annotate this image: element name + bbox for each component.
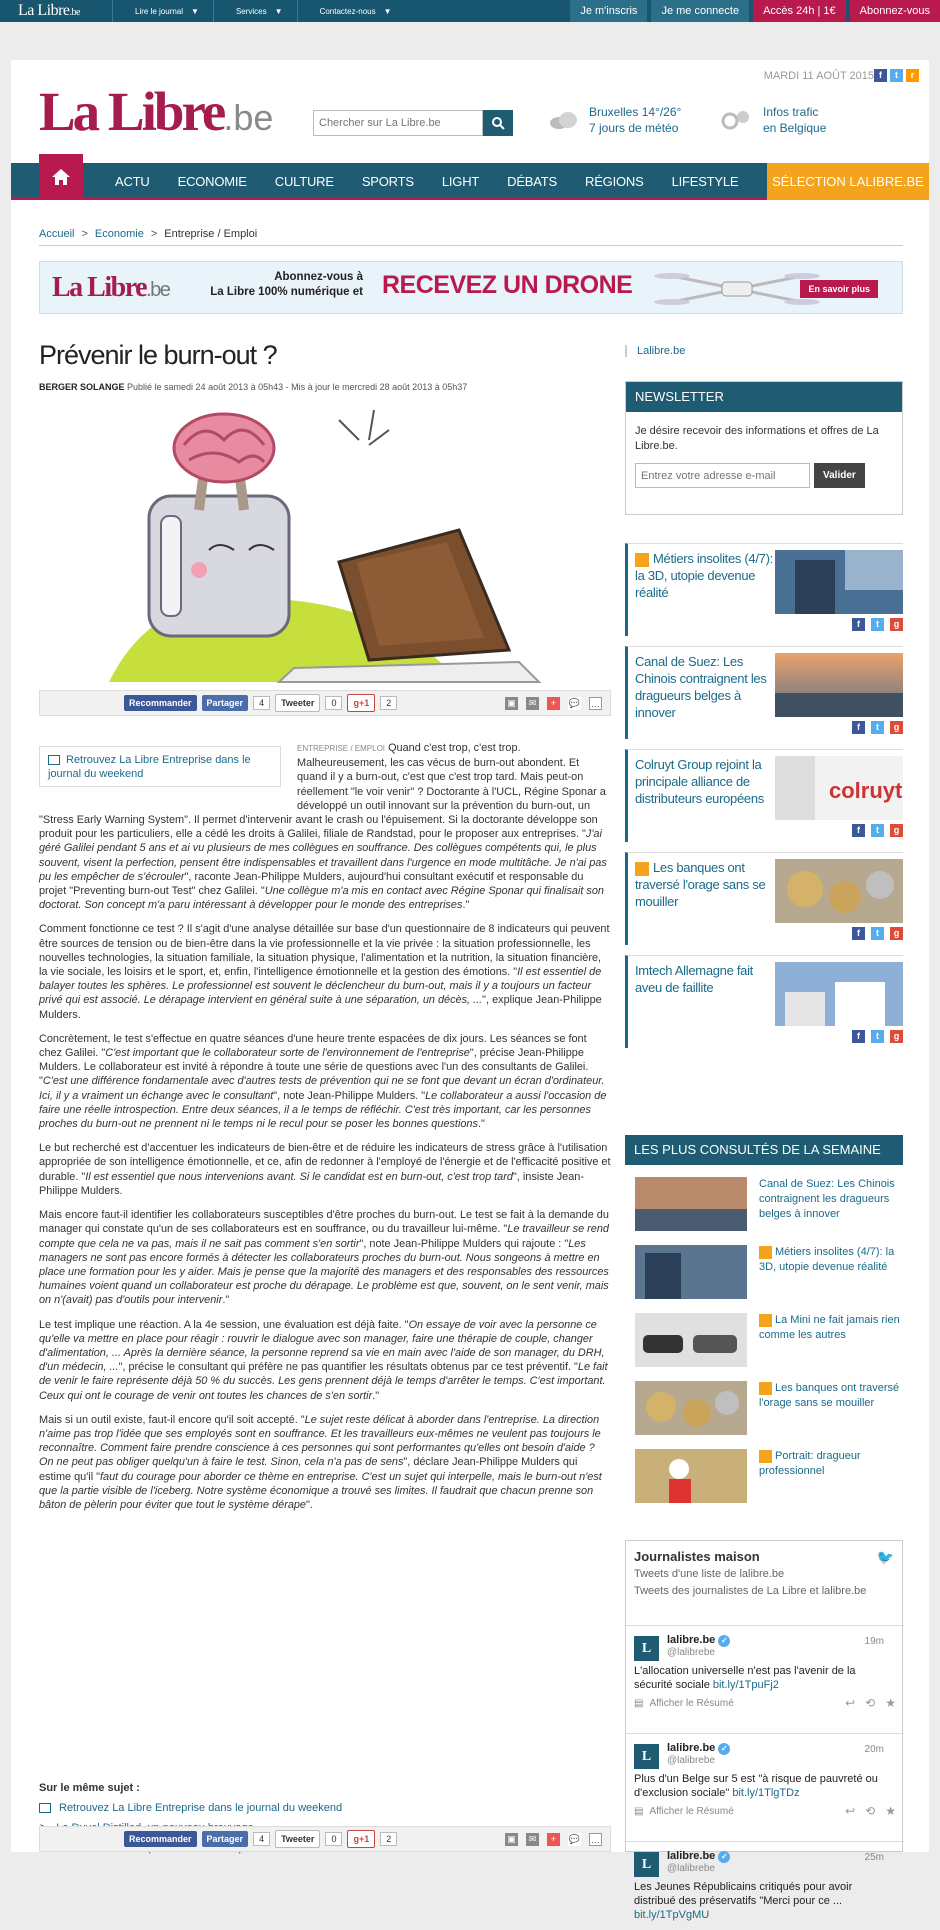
most-read-title-text[interactable] (759, 1313, 903, 1343)
more-icon[interactable]: … (591, 698, 600, 709)
tweet-time[interactable]: 20m (864, 1744, 884, 1755)
most-read-title-text[interactable] (759, 1381, 903, 1411)
avatar[interactable]: L (634, 1636, 659, 1661)
most-read-title-text[interactable] (759, 1245, 903, 1275)
same-subject-heading: Sur le même sujet : (39, 1782, 140, 1794)
twitter-widget (625, 1540, 903, 1921)
tweet-actions (845, 1696, 896, 1710)
article-kicker[interactable]: ENTREPRISE / EMPLOI (297, 744, 386, 753)
p6-text2: ", précise le consultant qui préfère ne pas quantifier les résultats obtenus par ce test préventif. " (118, 1361, 578, 1374)
nav-economie[interactable]: ECONOMIE (177, 174, 247, 189)
banner-logo (52, 272, 169, 304)
nav-actu[interactable]: ACTU (115, 174, 150, 189)
top-nav-lire[interactable] (112, 0, 213, 22)
tweet-name-text: lalibre.be (667, 1850, 716, 1862)
teaser-image[interactable] (775, 756, 903, 820)
video-icon (635, 862, 649, 876)
favorite-icon[interactable]: ★ (885, 1804, 896, 1818)
logo-suffix: .be (223, 97, 274, 138)
video-icon (759, 1382, 772, 1395)
rss-icon[interactable]: r (906, 69, 919, 82)
top-nav (112, 0, 406, 22)
facebook-count: 4 (253, 696, 270, 710)
article-paragraph (39, 1141, 611, 1198)
facebook-share-button[interactable]: Partager (202, 1831, 249, 1847)
article-paragraph (39, 1413, 611, 1512)
article-body (39, 741, 611, 1522)
nav-sports[interactable]: SPORTS (361, 174, 414, 189)
twitter-icon[interactable]: t (890, 69, 903, 82)
facebook-recommend-button[interactable]: Recommander (124, 1831, 197, 1847)
most-read-title-label: Métiers insolites (4/7): la 3D, utopie devenue réalité (759, 1246, 895, 1273)
p5-text2: ", note Jean-Philippe Mulders qui rajoute : " (359, 1237, 569, 1250)
weather-link[interactable]: 7 jours de météo (589, 121, 679, 135)
twitter-icon[interactable]: t (871, 618, 884, 631)
retweet-icon[interactable]: ⟲ (865, 1696, 876, 1710)
summary-icon: ▤ (634, 1697, 644, 1709)
tweet-name[interactable] (667, 1634, 896, 1647)
reply-icon[interactable]: ↩ (845, 1804, 856, 1818)
p5-quote2: Les managers ne sont pas encore formés à détecter les collaborateurs proches du burn-out. Nous songeons à mettre en place une formation pour les y aider. Mais je pense que la majorité des managers et des responsables des ressources humaines voient quand un collaborateur est proche du dérapage. Le problème est que, souvent, on le sent venir, mais on n'(avait) pas d'outils pour intervenir (39, 1237, 609, 1307)
sidebar-teaser[interactable] (625, 852, 903, 945)
p3-quote2: C'est une différence fondamentale avec d'autres tests de prévention qui ne se font que devant un écran d'ordinateur. Ici, il y a vraiment un échange avec le consultant (39, 1075, 605, 1102)
logo-main: La Libre (39, 81, 224, 142)
facebook-icon[interactable]: f (852, 721, 865, 734)
comment-icon[interactable]: 💬 (568, 1833, 581, 1844)
article-paragraph (39, 1318, 611, 1403)
teaser-share (852, 927, 903, 940)
banner-text (203, 270, 363, 300)
tweet-actions (845, 1804, 896, 1818)
avatar[interactable]: L (634, 1744, 659, 1769)
print-icon[interactable]: ▣ (505, 697, 518, 710)
home-icon (51, 168, 71, 186)
tweet[interactable] (626, 1625, 904, 1718)
tweet-name[interactable] (667, 1742, 896, 1755)
tweet-handle[interactable]: @lalibrebe (667, 1647, 715, 1658)
breadcrumb-home[interactable]: Accueil (39, 228, 75, 240)
header-date: MARDI 11 AOÛT 2015 (763, 70, 874, 82)
newsletter-form (626, 454, 902, 497)
most-read-item[interactable] (635, 1245, 903, 1303)
teaser-title-text: Imtech Allemagne fait aveu de faillite (635, 963, 753, 995)
top-bar (0, 0, 940, 22)
top-logo-suffix: .be (69, 7, 80, 18)
teaser-title[interactable] (635, 550, 775, 601)
p6-text: Le test implique une réaction. A la 4e session, une évaluation est déjà faite. " (39, 1318, 409, 1331)
main-nav-items (101, 163, 752, 200)
twitter-sub1: Tweets d'une liste de lalibre.be (634, 1568, 785, 1580)
p3-text2: ", précise Jean-Philippe Mulders. Le collaborateur est invité à répondre à toute une série de questions avec l'un des consultants de Galilei. " (39, 1047, 589, 1088)
sidebar-teaser[interactable] (625, 646, 903, 739)
verified-icon: ✓ (718, 1635, 730, 1647)
tweet-footer (634, 1804, 896, 1818)
tweet-time[interactable]: 19m (864, 1636, 884, 1647)
sidebar-teaser[interactable] (625, 749, 903, 842)
p2-end: ", explique Jean-Philippe Mulders. (39, 994, 602, 1021)
tweet-text (634, 1772, 896, 1800)
tweet-name-text: lalibre.be (667, 1742, 716, 1754)
gplus-icon[interactable]: g (890, 721, 903, 734)
related-box[interactable] (39, 746, 281, 787)
nav-lifestyle[interactable]: LIFESTYLE (671, 174, 739, 189)
most-read-item[interactable] (635, 1313, 903, 1371)
email-icon[interactable]: ✉ (526, 1833, 539, 1846)
tweet-name-text: lalibre.be (667, 1634, 716, 1646)
link-icon (48, 755, 60, 765)
sidebar-teaser[interactable] (625, 955, 903, 1048)
tweet-footer (634, 1696, 896, 1710)
related-box-link[interactable]: Retrouvez La Libre Entreprise dans le journal du weekend (48, 754, 251, 780)
banner-text-1: Abonnez-vous à (274, 271, 363, 283)
most-read-image[interactable] (635, 1449, 747, 1503)
most-read-title-label: Portrait: dragueur professionnel (759, 1450, 861, 1477)
p7-text2: ", déclare Jean-Philippe Mulders qui estime qu'il " (39, 1456, 578, 1483)
tweet-link[interactable]: bit.ly/1TpVgMU (634, 1909, 710, 1921)
email-icon[interactable]: ✉ (526, 697, 539, 710)
top-nav-services[interactable] (213, 0, 297, 22)
breadcrumb-current: Entreprise / Emploi (164, 228, 258, 240)
nav-debats[interactable]: DÉBATS (507, 174, 557, 189)
breadcrumb-separator: > (150, 228, 158, 240)
top-nav-label: Lire le journal (135, 7, 184, 16)
most-read-title-text[interactable]: Canal de Suez: Les Chinois contraignent les dragueurs belges à innover (759, 1178, 895, 1220)
svg-text:colruyt: colruyt (829, 778, 903, 803)
gplus-icon[interactable]: g (890, 618, 903, 631)
facebook-icon[interactable]: f (852, 1030, 865, 1043)
link-icon (39, 1803, 51, 1813)
summary-icon: ▤ (634, 1805, 644, 1817)
banner-text-2: La Libre 100% numérique et (210, 286, 363, 298)
most-read-image[interactable] (635, 1177, 747, 1231)
twitter-icon[interactable]: t (871, 927, 884, 940)
ad-banner[interactable] (39, 261, 903, 314)
p7-end: ". (306, 1498, 313, 1511)
share-bar-bottom (39, 1826, 611, 1852)
twitter-bird-icon[interactable]: 🐦 (876, 1549, 894, 1565)
plus-icon[interactable]: + (547, 697, 560, 710)
cloud-icon (549, 110, 579, 130)
main-nav (11, 163, 929, 200)
tweet-time[interactable]: 25m (864, 1852, 884, 1863)
p3-end: ." (477, 1118, 485, 1131)
avatar[interactable]: L (634, 1852, 659, 1877)
teaser-title[interactable] (635, 962, 775, 996)
tweet-summary-link[interactable]: Afficher le Résumé (649, 1805, 734, 1817)
p2-quote: Il est essentiel de balayer toutes les sphères. Le professionnel est souvent le déclencheur du burn-out, mais il y a toujours un facteur privé qui est associé. Le dérapage intervient en général suite à une séparation, un décès, ... (39, 966, 602, 1007)
teaser-title-text: Les banques ont traversé l'orage sans se mouiller (635, 860, 766, 909)
p3-text: Concrètement, le test s'effectue en quatre séances d'une heure trente espacées de dix jours. Les séances se font chez Galilei. " (39, 1032, 587, 1060)
register-button[interactable]: Je m'inscris (570, 0, 647, 22)
email-field[interactable] (635, 463, 810, 488)
p4-quote: Il est essentiel que nous intervenions avant. Si le candidat est en burn-out, c'est trop tard (85, 1170, 513, 1183)
most-read-title-label: La Mini ne fait jamais rien comme les autres (759, 1314, 900, 1341)
video-icon (635, 553, 649, 567)
tweet-count: 0 (325, 1832, 342, 1846)
p6-quote2: Le fait de venir le faire représente déjà 50 % du succès. Les gens prennent déjà le temps d'arrêter le temps. C'est important. Ceux qui ont le courage de venir ont toutes les chances de s'en sortir (39, 1361, 608, 1402)
facebook-icon[interactable]: f (852, 618, 865, 631)
video-icon (759, 1314, 772, 1327)
p5-text: Mais encore faut-il identifier les collaborateurs susceptibles d'être proches du burn-out. Le test se fait à la demande du manager qui constate qu'un de ses collaborateurs est en souffrance, ou du travailleur lui-même. " (39, 1209, 609, 1236)
login-button[interactable]: Je me connecte (651, 0, 749, 22)
p4-end: ", insiste Jean-Philippe Mulders. (39, 1170, 584, 1197)
teaser-share (852, 618, 903, 631)
search-icon (491, 116, 505, 130)
gplus-icon[interactable]: g (890, 927, 903, 940)
banner-logo-text: La Libre (52, 272, 147, 303)
p6-quote1: On essaye de voir avec la personne ce qu'elle va mettre en place pour réagir : rouvrir le dialogue avec son manager, faire une thérapie de couple, changer d'alimentation, ... Après la dernière séance, la personne reprend sa vie en main avec l'aide de son manager, du DRH, d'un médecin, ... (39, 1318, 605, 1374)
video-icon (759, 1450, 772, 1463)
facebook-count: 4 (253, 1832, 270, 1846)
article-title: Prévenir le burn-out ? (39, 340, 277, 370)
twitter-title (626, 1541, 902, 1564)
chevron-down-icon: ▼ (274, 7, 283, 16)
p1-text2: ", raconte Jean-Philippe Mulders, aujourd'hui consultant exécutif et responsable du projet "Preventing burn-out Test" chez Galilei. " (39, 870, 584, 898)
access-button[interactable]: Accès 24h | 1€ (753, 0, 846, 22)
tweet-summary-link[interactable]: Afficher le Résumé (649, 1697, 734, 1709)
tweet-text-body: Les Jeunes Républicains critiqués pour avoir distribué des préservatifs "Merci pour ce ... (634, 1881, 853, 1907)
teaser-title[interactable] (635, 859, 775, 910)
breadcrumb (39, 228, 903, 246)
teaser-image[interactable] (775, 962, 903, 1026)
top-logo[interactable] (0, 0, 112, 22)
tweet-link[interactable]: bit.ly/1TpuFj2 (712, 1679, 779, 1691)
same-subject-item[interactable] (39, 1802, 611, 1814)
article-paragraph (39, 922, 611, 1021)
teaser-title-text: Colruyt Group rejoint la principale alliance de distributeurs européens (635, 757, 764, 806)
sidebar-label[interactable]: Lalibre.be (625, 345, 685, 357)
site-logo[interactable] (39, 82, 289, 142)
tweet-text-body: L'allocation universelle n'est pas l'avenir de la sécurité sociale (634, 1665, 856, 1691)
facebook-share-button[interactable]: Partager (202, 695, 249, 711)
banner-logo-suffix: .be (146, 279, 170, 301)
p3-quote3: Le collaborateur a aussi l'occasion de faire une réelle introspection. Entre deux séances, il a le temps de réfléchir. C'est très important, car les personnes proches du burn-out ne prennent ni le temps ni le recul pour se poser les bonnes questions (39, 1089, 607, 1131)
tweet-button[interactable]: Tweeter (275, 694, 320, 712)
favorite-icon[interactable]: ★ (885, 1696, 896, 1710)
newsletter-title: NEWSLETTER (626, 382, 902, 412)
teaser-title[interactable] (635, 756, 775, 807)
p1-text: Quand c'est trop, c'est trop. Malheureusement, les cas vécus de burn-out abondent. Et quand il y a burn-out, c'est que c'est trop tard. Mais peut-on réellement "le voir venir" ? Doctorante à l'UCL, Régine Sponar a développé un outil innovant sur la prévention du burn-out, un "Stress Early Warning System". Il permet d'intervenir avant le crash ou l'épuisement. Si la doctorante développe son produit pour les particuliers, elle a cédé les droits à Galilei, filiale de Randstad, pour le proposer aux entreprises. " (39, 742, 606, 841)
p6-end: ." (372, 1389, 380, 1402)
same-subject-link[interactable]: Retrouvez La Libre Entreprise dans le journal du weekend (59, 1802, 343, 1814)
chevron-down-icon: ▼ (383, 7, 392, 16)
teaser-share (852, 721, 903, 734)
search-form (313, 110, 513, 136)
video-icon (759, 1246, 772, 1259)
facebook-icon[interactable]: f (874, 69, 887, 82)
banner-cta-button[interactable]: En savoir plus (800, 280, 878, 298)
nav-light[interactable]: LIGHT (441, 174, 480, 189)
most-read-image[interactable] (635, 1381, 747, 1435)
p1-quote2: Une collègue m'a mis en contact avec Régine Sponar qui finalisait son doctorat. Son concept m'a paru intéressant à développer pour le monde des entreprises (39, 885, 604, 912)
top-nav-label: Services (235, 7, 267, 16)
home-button[interactable] (39, 154, 83, 200)
teaser-image[interactable] (775, 550, 903, 614)
gplus-icon[interactable]: g (890, 1030, 903, 1043)
teaser-image[interactable] (775, 653, 903, 717)
search-input[interactable] (313, 110, 483, 136)
twitter-icon[interactable]: t (871, 824, 884, 837)
nav-regions[interactable]: RÉGIONS (585, 174, 644, 189)
most-read-item[interactable] (635, 1449, 903, 1507)
twitter-sub2: Tweets des journalistes de La Libre et lalibre.be (634, 1585, 867, 1597)
tweet-link[interactable]: bit.ly/1TlgTDz (732, 1787, 800, 1799)
newsletter-submit-button[interactable]: Valider (814, 463, 865, 488)
subscribe-button[interactable]: Abonnez-vous (850, 0, 940, 22)
most-read-image[interactable] (635, 1313, 747, 1367)
article-author[interactable]: BERGER SOLANGE (39, 382, 125, 392)
facebook-icon[interactable]: f (852, 927, 865, 940)
twitter-icon[interactable]: t (871, 1030, 884, 1043)
newsletter-text: Je désire recevoir des informations et offres de La Libre.be. (635, 425, 879, 452)
tweet-handle[interactable]: @lalibrebe (667, 1863, 715, 1874)
tweet-name[interactable] (667, 1850, 896, 1863)
comment-icon[interactable]: 💬 (568, 697, 581, 708)
more-icon[interactable]: … (591, 1834, 600, 1845)
drone-image (652, 266, 822, 312)
chevron-down-icon: ▼ (191, 7, 199, 16)
gplus-button[interactable]: g+1 (347, 1830, 375, 1848)
p5-quote1: Le travailleur se rend compte que cela ne va pas, mais il ne sait pas comment s'en sortir (39, 1223, 609, 1250)
article-paragraph (39, 1032, 611, 1131)
traffic-widget[interactable] (721, 104, 826, 136)
p3-quote1: C'est important que le collaborateur sorte de l'environnement de l'entreprise (105, 1047, 470, 1060)
teaser-share (852, 1030, 903, 1043)
most-read-title-text[interactable] (759, 1449, 903, 1479)
p7-quote1: Le sujet reste délicat à aborder dans l'entreprise. La direction n'aime pas trop l'idée que ses employés sont en souffrance. Et les travailleurs eux-mêmes ne veulent pas toujours le reconnaître. Comment faire prendre conscience à ces personnes qui sont performantes qu'elles ont besoin d'aide ? On ne peut pas obliger quelqu'un à faire le test. Sinon, cela n'a pas de sens (39, 1413, 601, 1469)
p1-quote1: J'ai géré Galilei pendant 5 ans et ai vu plusieurs de mes collègues en souffrance. Des collègues compétents qui, le plus souvent, visent la perfection, pensent être indispensables et travaillent dans l'urgence en mode multitâche. Je n'ai pas pu les empêcher de s'écrouler (39, 828, 607, 883)
twitter-icon[interactable]: t (871, 721, 884, 734)
nav-selection[interactable]: SÉLECTION LALIBRE.BE (767, 163, 929, 200)
p5-end: ." (222, 1294, 230, 1307)
teaser-title-text: Métiers insolites (4/7): la 3D, utopie devenue réalité (635, 551, 773, 600)
breadcrumb-separator: > (81, 228, 88, 240)
top-nav-contact[interactable] (297, 0, 406, 22)
tweet[interactable] (626, 1733, 904, 1826)
p1-end: ." (462, 899, 470, 912)
most-read-item[interactable] (635, 1177, 903, 1235)
retweet-icon[interactable]: ⟲ (865, 1804, 876, 1818)
tweet-count: 0 (325, 696, 342, 710)
p2-text: Comment fonctionne ce test ? Il s'agit d'une analyse détaillée sur base d'un questionnaire de 8 indicateurs qui peuvent être sources de tension ou de bien-être dans la vie professionnelle et la vie privée : la situation professionnelle, les nouvelles technologies, la situation familiale, la situation physique, l'alimentation et la nutrition, la situation financière, la vie sociale, les loisirs et le sport, et, enfin, l'intelligence émotionnelle et la gestion des émotions. " (39, 923, 610, 979)
search-button[interactable] (483, 110, 513, 136)
p4-text: Le but recherché est d'accentuer les indicateurs de bien-être et de réduire les indicateurs de stress grâce à l'utilisation appropriée de son intelligence émotionnelle, et ce, afin de redonner à l'employé de l'énergie et de l'efficacité positive et durable. " (39, 1142, 611, 1183)
tweet-button[interactable]: Tweeter (275, 1830, 320, 1848)
verified-icon: ✓ (718, 1851, 730, 1863)
most-read (625, 1135, 903, 1532)
p3-text3: ", note Jean-Philippe Mulders. " (273, 1089, 426, 1102)
gplus-icon[interactable]: g (890, 824, 903, 837)
p7-quote2: faut du courage pour aborder ce thème en entreprise. C'est un sujet qui interpelle, mais le burn-out n'est que la partie visible de l'iceberg. Notre système économique a trouvé ses limites. Il faudrait que chacun prenne son bâton de pèlerin pour éviter que tout le système dérape (39, 1470, 602, 1511)
p7-text: Mais si un outil existe, faut-il encore qu'il soit accepté. " (39, 1413, 305, 1426)
sidebar-teaser[interactable] (625, 543, 903, 636)
traffic-link[interactable]: en Belgique (763, 121, 827, 135)
most-read-item[interactable] (635, 1381, 903, 1439)
facebook-icon[interactable]: f (852, 824, 865, 837)
article-dates: Publié le samedi 24 août 2013 à 05h43 - Mis à jour le mercredi 28 août 2013 à 05h37 (124, 382, 468, 392)
weather-temp: Bruxelles 14°/26° (589, 105, 682, 119)
tweet[interactable] (626, 1841, 904, 1930)
share-tools (505, 1833, 610, 1846)
banner-headline: RECEVEZ UN DRONE (382, 271, 633, 299)
reply-icon[interactable]: ↩ (845, 1696, 856, 1710)
gplus-count: 2 (380, 1832, 397, 1846)
article-illustration (39, 400, 611, 682)
newsletter-box (625, 381, 903, 515)
tweet-text (634, 1880, 896, 1922)
most-read-image[interactable] (635, 1245, 747, 1299)
article-byline (39, 382, 467, 392)
share-bar-top (39, 690, 611, 716)
plus-icon[interactable]: + (547, 1833, 560, 1846)
weather-widget[interactable] (549, 104, 681, 136)
teaser-title[interactable] (635, 653, 775, 721)
most-read-title-label: Les banques ont traversé l'orage sans se mouiller (759, 1382, 900, 1409)
top-account-links (566, 0, 940, 22)
print-icon[interactable]: ▣ (505, 1833, 518, 1846)
share-tools (505, 697, 610, 710)
facebook-recommend-button[interactable]: Recommander (124, 695, 197, 711)
breadcrumb-economie[interactable]: Economie (94, 228, 144, 240)
teaser-share (852, 824, 903, 837)
page (11, 60, 929, 1921)
nav-culture[interactable]: CULTURE (274, 174, 334, 189)
verified-icon: ✓ (718, 1743, 730, 1755)
traffic-label: Infos trafic (763, 105, 819, 119)
top-logo-text: La Libre (18, 2, 70, 19)
gplus-button[interactable]: g+1 (347, 694, 375, 712)
teaser-title-text: Canal de Suez: Les Chinois contraignent les dragueurs belges à innover (635, 654, 767, 720)
traffic-icon (721, 109, 753, 131)
most-read-title: LES PLUS CONSULTÉS DE LA SEMAINE (625, 1135, 903, 1165)
tweet-text (634, 1664, 896, 1692)
twitter-title-text: Journalistes maison (634, 1549, 760, 1564)
top-nav-label: Contactez-nous (319, 7, 376, 16)
article-paragraph (39, 1208, 611, 1307)
tweet-text-body: Plus d'un Belge sur 5 est "à risque de pauvreté ou d'exclusion sociale" (634, 1773, 878, 1799)
gplus-count: 2 (380, 696, 397, 710)
teaser-image[interactable] (775, 859, 903, 923)
tweet-handle[interactable]: @lalibrebe (667, 1755, 715, 1766)
